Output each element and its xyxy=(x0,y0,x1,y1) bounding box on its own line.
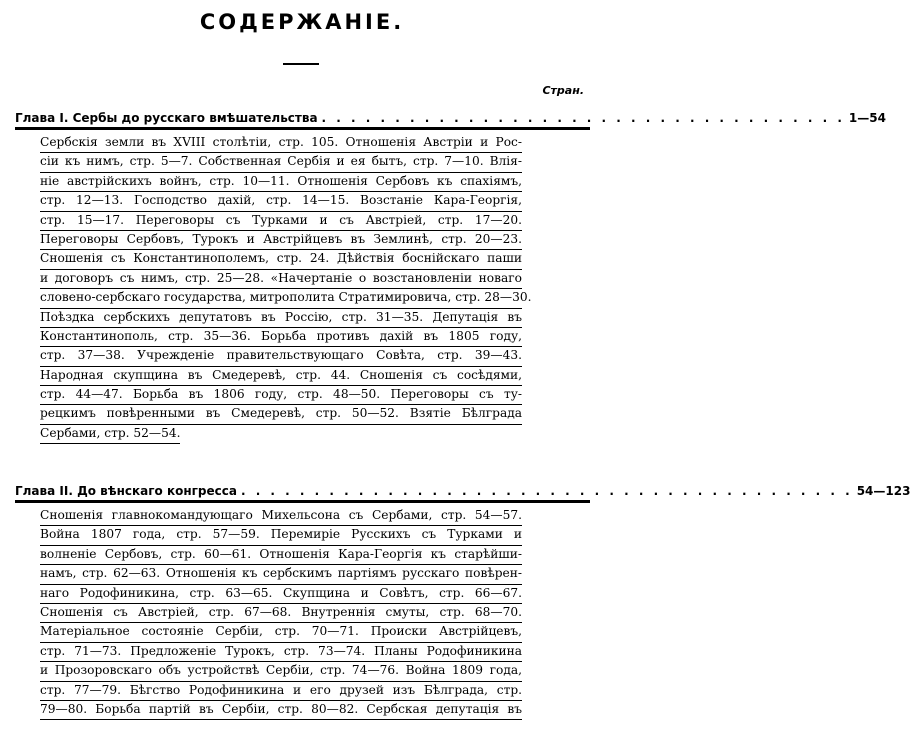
summary-line: наго Родофиникина, стр. 63—65. Скупщина и Совѣтъ, стр. 66—67. xyxy=(40,585,522,604)
pages-column-header: Стран. xyxy=(542,84,584,97)
title-divider xyxy=(283,63,319,65)
chapter-2-heading xyxy=(15,480,910,498)
summary-line: Константинополь, стр. 35—36. Борьба противъ дахій въ 1805 году, xyxy=(40,328,522,347)
summary-line: и договоръ съ нимъ, стр. 25—28. «Начертаніе о возстановленіи новаго xyxy=(40,270,522,289)
chapter-1-title: Глава I. Сербы до русскаго вмѣшательства xyxy=(15,111,318,125)
summary-line: волненіе Сербовъ, стр. 60—61. Отношенія Кара-Георгія къ старѣйши- xyxy=(40,546,522,565)
chapter-2-summary xyxy=(40,507,522,720)
summary-line: стр. 15—17. Переговоры съ Турками и съ Австріей, стр. 17—20. xyxy=(40,212,522,231)
leader-dots: . . . . . . . . . . . . . . . . . . . . . . . . . . . . . . . . . . . . xyxy=(321,111,845,125)
chapter-2-rule xyxy=(15,500,590,503)
summary-line: Сербами, стр. 52—54. xyxy=(40,425,180,444)
page-title: СОДЕРЖАНІЕ. xyxy=(199,10,405,34)
summary-line: ніе австрійскихъ войнъ, стр. 10—11. Отношенія Сербовъ къ спахіямъ, xyxy=(40,173,522,192)
summary-line: словено-сербскаго государства, митрополита Стратимировича, стр. 28—30. xyxy=(40,289,522,308)
summary-line: Война 1807 года, стр. 57—59. Перемиріе Русскихъ съ Турками и xyxy=(40,526,522,545)
chapter-1-heading xyxy=(15,107,886,125)
summary-line: стр. 37—38. Учрежденіе правительствующаго Совѣта, стр. 39—43. xyxy=(40,347,522,366)
summary-line: намъ, стр. 62—63. Отношенія къ сербскимъ партіямъ русскаго повѣрен- xyxy=(40,565,522,584)
summary-line: и Прозоровскаго объ устройствѣ Сербіи, стр. 74—76. Война 1809 года, xyxy=(40,662,522,681)
summary-line: стр. 44—47. Борьба въ 1806 году, стр. 48—50. Переговоры съ ту- xyxy=(40,386,522,405)
summary-line: сіи къ нимъ, стр. 5—7. Собственная Сербія и ея бытъ, стр. 7—10. Влія- xyxy=(40,153,522,172)
summary-line: Сношенія съ Константинополемъ, стр. 24. Дѣйствія боснійскаго паши xyxy=(40,250,522,269)
summary-line: Поѣздка сербскихъ депутатовъ въ Россію, стр. 31—35. Депутація въ xyxy=(40,309,522,328)
chapter-1-rule xyxy=(15,127,590,130)
summary-line: стр. 12—13. Господство дахій, стр. 14—15. Возстаніе Кара-Георгія, xyxy=(40,192,522,211)
summary-line: 79—80. Борьба партій въ Сербіи, стр. 80—82. Сербская депутація въ xyxy=(40,701,522,720)
summary-line: рецкимъ повѣренными въ Смедеревѣ, стр. 50—52. Взятіе Бѣлграда xyxy=(40,405,522,424)
leader-dots: . . . . . . . . . . . . . . . . . . . . . . . . . . . . . . . . . . . . . . . . . . xyxy=(240,484,853,498)
chapter-1-pages: 1—54 xyxy=(848,111,886,125)
summary-line: Народная скупщина въ Смедеревѣ, стр. 44. Сношенія съ сосѣдями, xyxy=(40,367,522,386)
summary-line: Сношенія съ Австріей, стр. 67—68. Внутреннія смуты, стр. 68—70. xyxy=(40,604,522,623)
chapter-2-pages: 54—123 xyxy=(856,484,910,498)
summary-line: Сербскія земли въ XVIII столѣтіи, стр. 105. Отношенія Австріи и Рос- xyxy=(40,134,522,153)
summary-line: стр. 71—73. Предложеніе Турокъ, стр. 73—74. Планы Родофиникина xyxy=(40,643,522,662)
chapter-2-title: Глава II. До вѣнскаго конгресса xyxy=(15,484,237,498)
chapter-1-summary xyxy=(40,134,532,444)
summary-line: Матеріальное состояніе Сербіи, стр. 70—71. Происки Австрійцевъ, xyxy=(40,623,522,642)
summary-line: Сношенія главнокомандующаго Михельсона съ Сербами, стр. 54—57. xyxy=(40,507,522,526)
summary-line: Переговоры Сербовъ, Турокъ и Австрійцевъ въ Землинѣ, стр. 20—23. xyxy=(40,231,522,250)
summary-line: стр. 77—79. Бѣгство Родофиникина и его друзей изъ Бѣлграда, стр. xyxy=(40,682,522,701)
